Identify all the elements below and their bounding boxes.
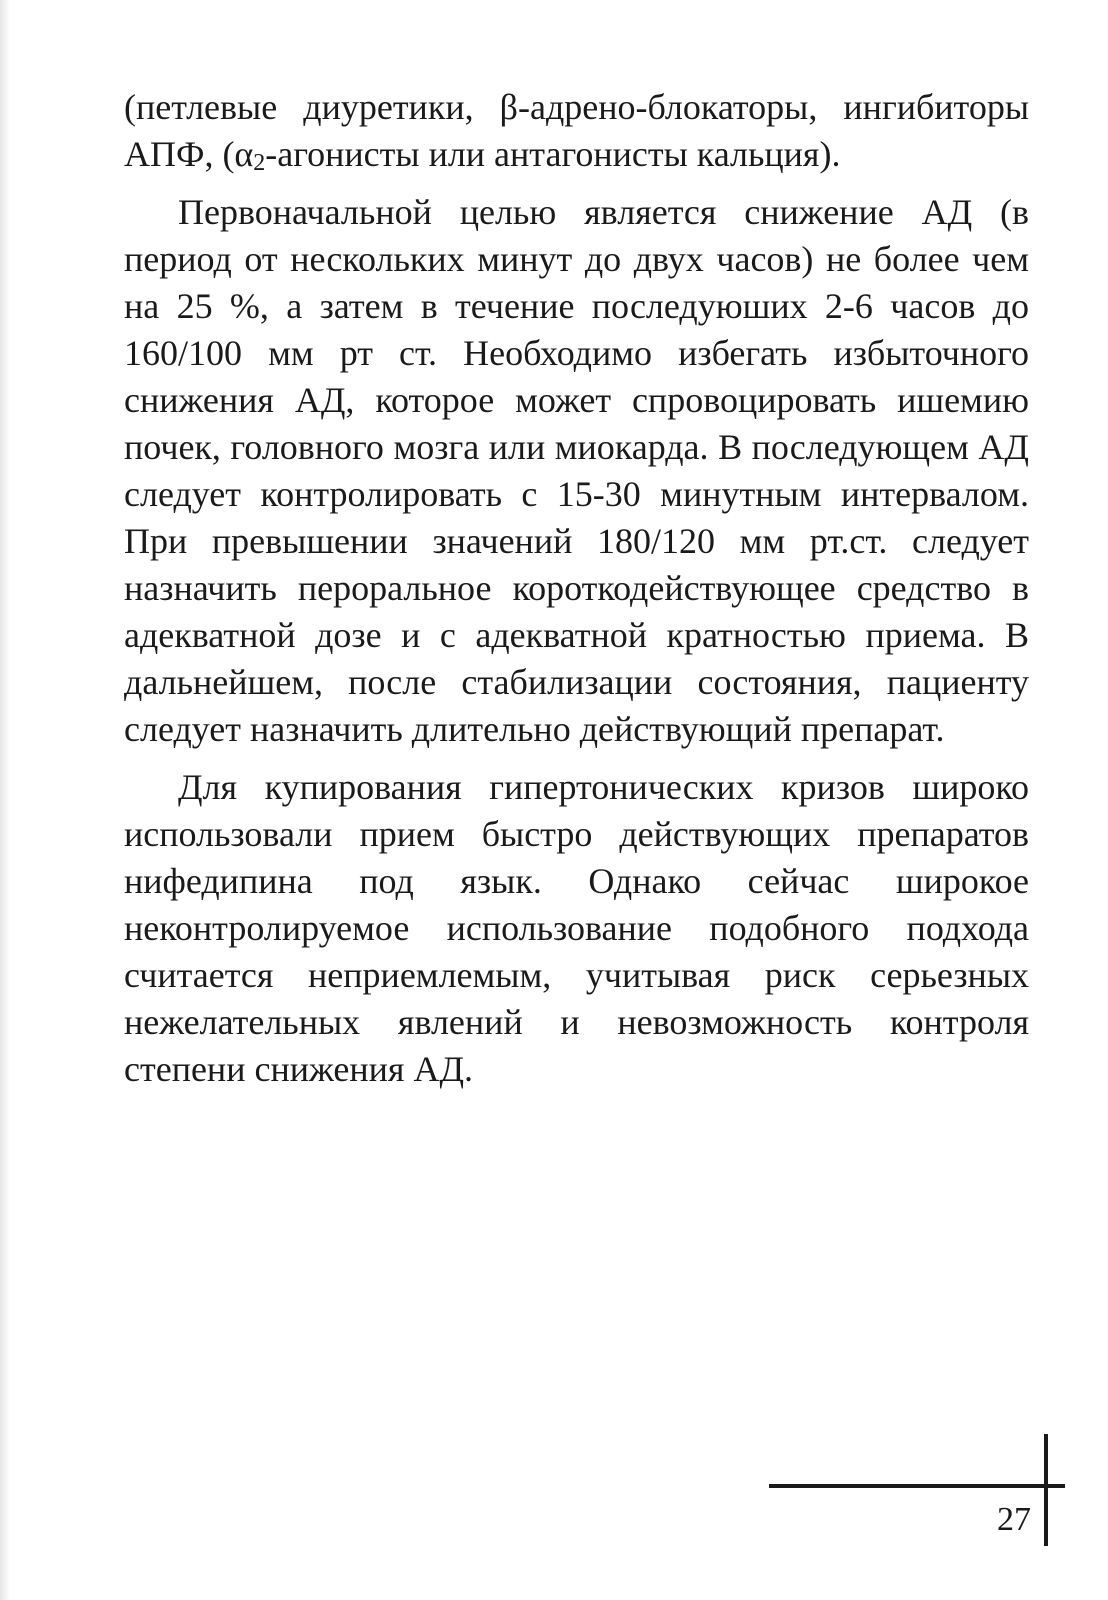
page-edge-shadow [0,0,10,1600]
paragraph-2: Первоначальной целью является снижение АД (в период от нескольких минут до двух часов) не более чем на 25 %, а затем в течение последуюших 2-6 часов до 160/100 мм рт ст. Необходимо избегать избыточного снижения АД, которое может спровоцировать ишемию почек, головного мозга или миокарда. В последующем АД следует контролировать с 15-30 минутным интервалом. При превышении значений 180/120 мм рт.ст. следует назначить пероральное короткодействующее средство в адекватной дозе и с адекватной кратностью приема. В дальнейшем, после стабилизации состояния, пациенту следует назначить длительно действующий препарат. [124,192,1029,749]
page-body [124,84,1029,1093]
alpha-subscript: 2 [253,150,266,176]
footer-horizontal-rule [769,1484,1065,1488]
paragraph-1-text-a: (петлевые диуретики, β-адрено-блокаторы, ингибиторы АПФ, (α [124,87,1029,174]
footer-vertical-rule [1044,1434,1048,1546]
paragraph-1 [124,84,1029,178]
paragraph-1-text-b: -агонисты или антагонисты кальция). [265,134,841,174]
page-number: 27 [997,1501,1031,1538]
paragraph-3: Для купирования гипертонических кризов широко использовали прием быстро действующих препаратов нифедипина под язык. Однако сейчас широкое неконтролируемое использование подобного подхода считается неприемлемым, учитывая риск серьезных нежелательных явлений и невозможность контроля степени снижения АД. [124,767,1029,1089]
